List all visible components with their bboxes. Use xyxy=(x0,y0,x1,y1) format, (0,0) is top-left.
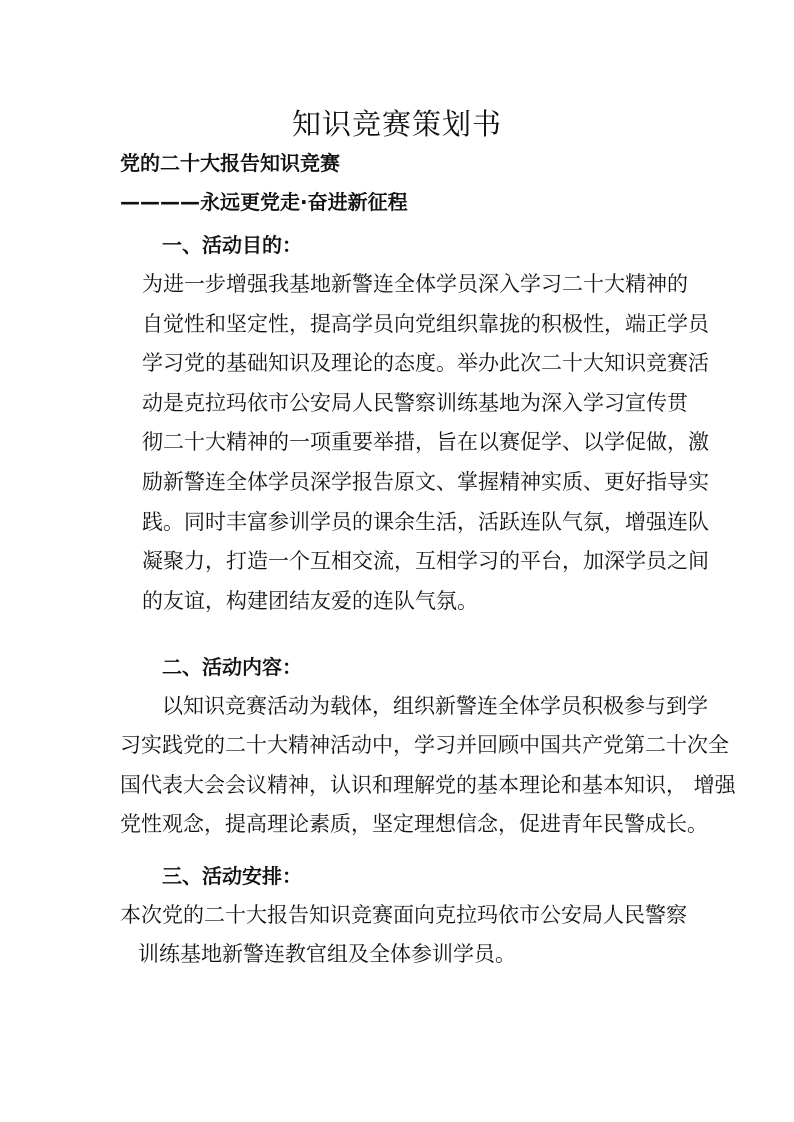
paragraph-line: 自觉性和坚定性，提高学员向党组织靠拢的积极性，端正学员 xyxy=(142,311,709,336)
paragraph-line: 彻二十大精神的一项重要举措，旨在以赛促学、以学促做，激 xyxy=(142,430,709,455)
paragraph-line: 动是克拉玛依市公安局人民警察训练基地为深入学习宣传贯 xyxy=(142,390,688,415)
paragraph-line: 本次党的二十大报告知识竞赛面向克拉玛依市公安局人民警察 xyxy=(120,903,687,927)
paragraph-line: 国代表大会会议精神，认识和理解党的基本理论和基本知识， 增强 xyxy=(120,772,736,797)
paragraph-line: 习实践党的二十大精神活动中，学习并回顾中国共产党第二十次全 xyxy=(120,733,729,758)
paragraph-line: 的友谊，构建团结友爱的连队气氛。 xyxy=(142,588,478,613)
paragraph-line: 以知识竞赛活动为载体，组织新警连全体学员积极参与到学 xyxy=(162,694,708,718)
paragraph-line: 践。同时丰富参训学员的课余生活，活跃连队气氛，增强连队 xyxy=(142,509,709,534)
paragraph-line: 为进一步增强我基地新警连全体学员深入学习二十大精神的 xyxy=(142,272,688,296)
section-heading-content: 二、活动内容： xyxy=(162,655,302,679)
paragraph-line: 凝聚力，打造一个互相交流，互相学习的平台，加深学员之间 xyxy=(142,549,709,574)
section-body-arrangement xyxy=(120,898,687,977)
document-subtitle: 党的二十大报告知识竞赛 xyxy=(120,151,340,175)
paragraph-line: 学习党的基础知识及理论的态度。举办此次二十大知识竞赛活 xyxy=(142,351,709,376)
section-heading-arrangement: 三、活动安排： xyxy=(162,864,302,888)
section-body-purpose xyxy=(142,267,709,623)
section-body-content xyxy=(120,689,736,846)
paragraph-line: 励新警连全体学员深学报告原文、掌握精神实质、更好指导实 xyxy=(142,469,709,494)
section-heading-purpose: 一、活动目的： xyxy=(162,233,302,257)
paragraph-line: 训练基地新警连教官组及全体参训学员。 xyxy=(138,942,516,967)
paragraph-line: 党性观念，提高理论素质，坚定理想信念，促进青年民警成长。 xyxy=(120,811,708,836)
document-tagline: ————永远更党走·奋进新征程 xyxy=(120,190,408,214)
document-title: 知识竞赛策划书 xyxy=(291,107,502,141)
